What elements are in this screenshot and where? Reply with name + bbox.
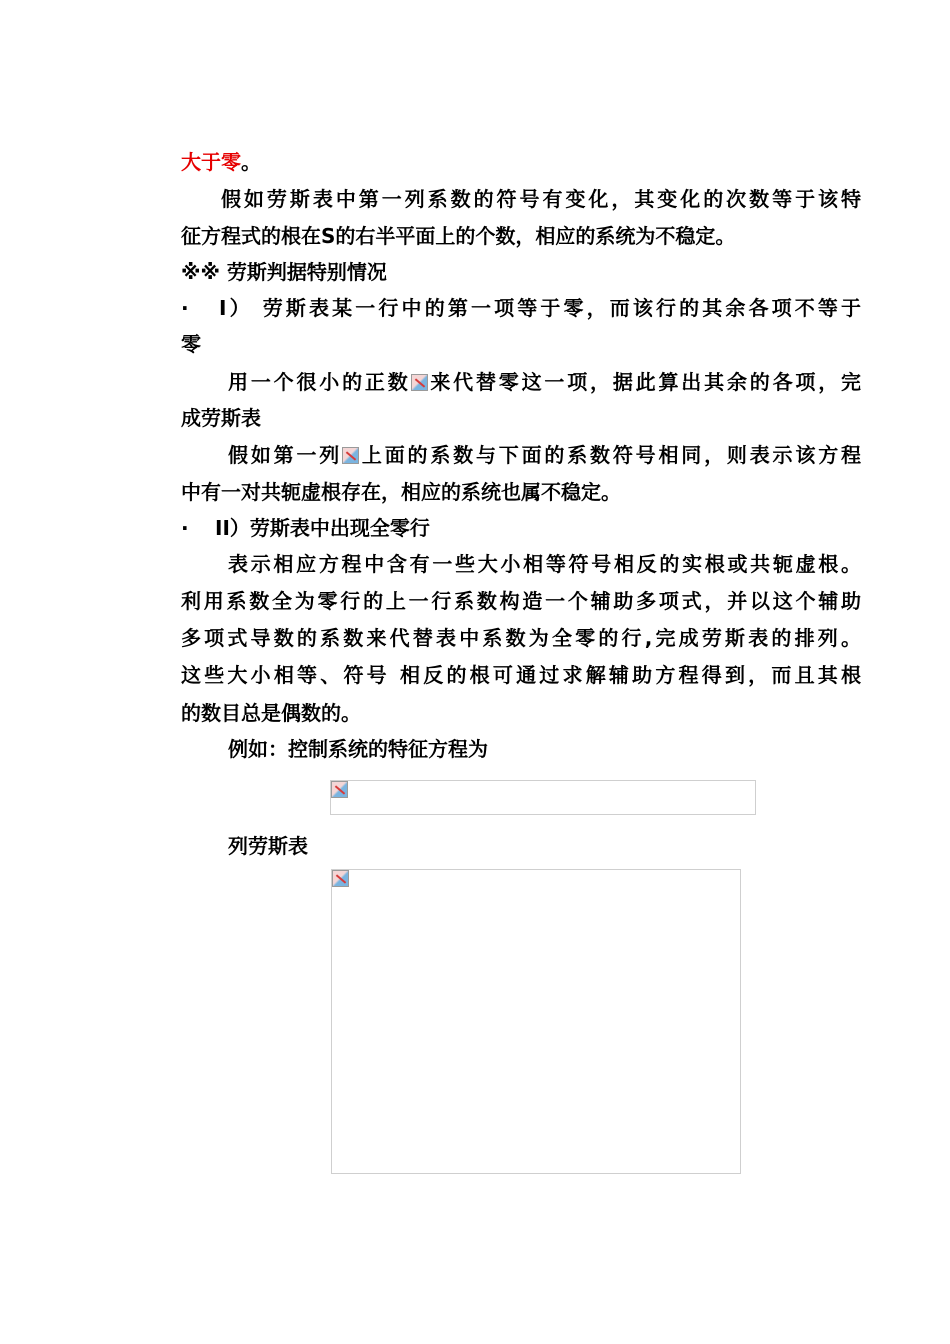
text-line-18: 列劳斯表 — [228, 834, 308, 858]
text-line-9 — [228, 443, 861, 467]
broken-image-icon — [331, 781, 348, 798]
broken-image-icon — [411, 374, 428, 391]
highlight-text: 大于零 — [181, 150, 241, 174]
equation-image-frame — [330, 780, 756, 815]
text-line-5 — [181, 296, 861, 320]
text-line-14: 多项式导数的系数来代替表中系数为全零的行,完成劳斯表的排列。 — [181, 626, 861, 650]
text-line-11 — [181, 516, 861, 540]
text-line-10: 中有一对共轭虚根存在，相应的系统也属不稳定。 — [181, 480, 621, 504]
section-heading: ※※ 劳斯判据特别情况 — [181, 260, 387, 284]
section-heading: II）劳斯表中出现全零行 — [215, 516, 430, 540]
text-line-12: 表示相应方程中含有一些大小相等符号相反的实根或共轭虚根。 — [228, 552, 861, 576]
text-line-16: 的数目总是偶数的。 — [181, 701, 361, 725]
text-fragment: 上面的系数与下面的系数符号相同，则表示该方程 — [359, 443, 862, 467]
broken-image-icon — [342, 447, 359, 464]
text-line-15: 这些大小相等、符号 相反的根可通过求解辅助方程得到，而且其根 — [181, 663, 861, 687]
text-fragment: 。 — [241, 150, 261, 174]
text-line-8: 成劳斯表 — [181, 406, 261, 430]
text-fragment: 来代替零这一项，据此算出其余的各项，完 — [427, 370, 862, 394]
routh-table-image-frame — [331, 869, 741, 1174]
text-line-1 — [181, 150, 861, 174]
bullet: · — [181, 296, 189, 320]
text-fragment: I） 劳斯表某一行中的第一项等于零，而该行的其余各项不等于 — [219, 296, 861, 320]
text-line-3: 征方程式的根在S的右半平面上的个数，相应的系统为不稳定。 — [181, 224, 736, 248]
broken-image-icon — [332, 870, 349, 887]
text-line-13: 利用系数全为零行的上一行系数构造一个辅助多项式，并以这个辅助 — [181, 589, 861, 613]
text-line-2: 假如劳斯表中第一列系数的符号有变化，其变化的次数等于该特 — [221, 187, 861, 211]
bullet: · — [181, 516, 189, 540]
text-line-6: 零 — [181, 332, 201, 356]
text-fragment: 用一个很小的正数 — [228, 370, 411, 394]
text-line-7 — [228, 370, 861, 394]
text-line-17: 例如：控制系统的特征方程为 — [228, 737, 488, 761]
text-fragment: 假如第一列 — [228, 443, 343, 467]
